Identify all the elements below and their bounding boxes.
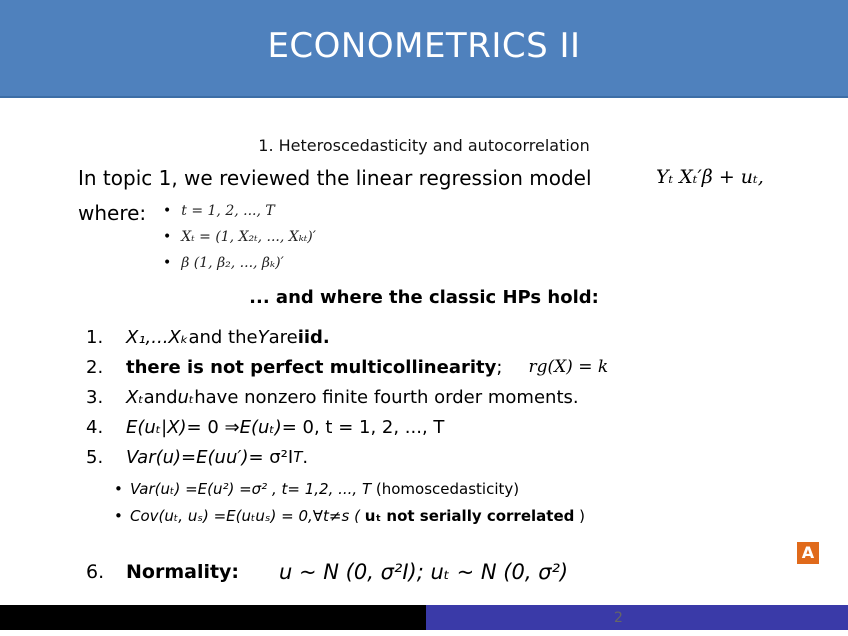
rank-formula: rg(X) = k (528, 357, 609, 377)
hp-var: Xₜ (126, 386, 144, 408)
normality-formula: u ~ N (0, σ²I); uₜ ~ N (0, σ²) (279, 560, 569, 584)
hp-text: and (143, 386, 178, 408)
hp-text: = (181, 446, 197, 468)
hp-text: are (268, 326, 298, 348)
normality-row (86, 560, 568, 584)
hp-heading: ... and where the classic HPs hold: (249, 287, 599, 308)
section-subtitle: 1. Heteroscedasticity and autocorrelation (258, 136, 590, 155)
hp-number: 6. (86, 561, 105, 583)
hp-subscript: T (293, 448, 303, 466)
hp-item-2 (86, 352, 608, 382)
hp-var: X₁,...Xₖ (126, 326, 189, 348)
footer-bar-left (0, 605, 426, 630)
definitions-list (163, 203, 316, 281)
sub-label: uₜ not serially correlated (364, 507, 575, 525)
hp-text: = 0, t = 1, 2, ..., T (281, 416, 445, 438)
hp-var: E(uₜ) (239, 416, 282, 438)
hp-text: and the (188, 326, 258, 348)
hp-text: = σ²I (248, 446, 294, 468)
definition-t: • t = 1, 2, ..., T (163, 203, 316, 229)
hp-number: 5. (86, 446, 104, 468)
hp-text: have nonzero finite fourth order moments. (194, 386, 579, 408)
hp-var: uₜ (177, 386, 195, 408)
hp-text: ; (496, 356, 503, 378)
hp-var: E(uu′) (196, 446, 249, 468)
hypotheses-list (86, 322, 608, 472)
hp-item-1 (86, 322, 608, 352)
definition-x: • Xₜ = (1, X₂ₜ, ..., Xₖₜ)′ (163, 229, 316, 255)
model-formula: Yₜ Xₜ′β + uₜ, (656, 166, 764, 188)
hp-item-4 (86, 412, 608, 442)
sub-text: ) (579, 507, 585, 525)
title-bar (0, 0, 848, 98)
logo-icon: A (797, 542, 819, 564)
hp-var: Y (257, 326, 269, 348)
hp-text: there is not perfect multicollinearity (126, 356, 497, 378)
hp-item-3 (86, 382, 608, 412)
hp-text: . (302, 446, 309, 468)
hp-text: = 0 ⇒ (186, 416, 240, 438)
page-number: 2 (614, 610, 623, 626)
where-label: where: (78, 201, 147, 225)
slide-title: ECONOMETRICS II (267, 26, 581, 66)
hp-number: 1. (86, 326, 104, 348)
hp-item-5 (86, 442, 608, 472)
hp-number: 3. (86, 386, 104, 408)
sub-label: (homoscedasticity) (375, 480, 520, 498)
normality-label: Normality: (126, 561, 240, 583)
sub-formula: Var(uₜ) =E(u²) =σ² , t= 1,2, ..., T (130, 480, 376, 498)
hp-var: Var(u) (126, 446, 182, 468)
hp-text: iid. (297, 326, 330, 348)
sub-item-homoscedasticity (130, 480, 519, 498)
hp-var: E(uₜ|X) (126, 416, 187, 438)
footer-bar-right (426, 605, 848, 630)
definition-beta: • β (1, β₂, ..., βₖ)′ (163, 255, 316, 281)
hp-number: 4. (86, 416, 104, 438)
sub-item-covariance (130, 507, 585, 525)
sub-formula: Cov(uₜ, uₛ) =E(uₜuₛ) = 0,∀t≠s ( (130, 507, 360, 525)
hp-number: 2. (86, 356, 104, 378)
intro-text: In topic 1, we reviewed the linear regression model (78, 166, 592, 190)
